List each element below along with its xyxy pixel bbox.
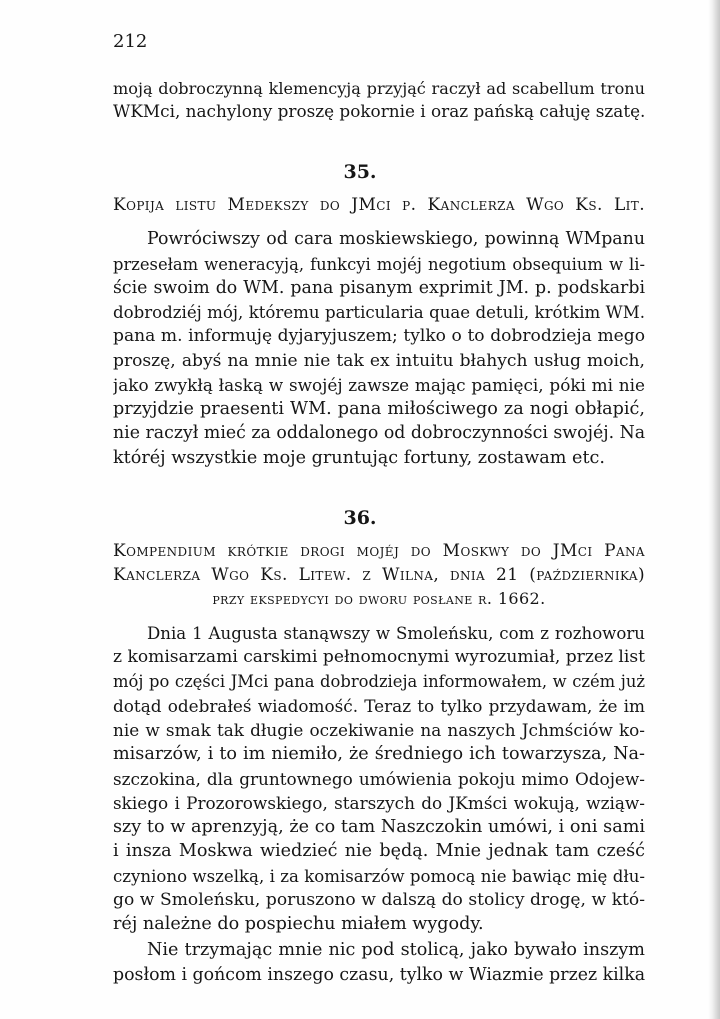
text-line: przyjdzie praesenti WM. pana miłościwego za nogi obłapić, (113, 399, 645, 419)
text-line: Dnia 1 Augusta stanąwszy w Smoleńsku, com z rozhoworu (147, 624, 645, 643)
text-line: któréj wszystkie moje gruntując fortuny, zostawam etc. (113, 448, 605, 468)
text-line: mój po części JMci pana dobrodzieja informowałem, w czém już (113, 672, 645, 691)
text-line: nie w smak tak długie oczekiwanie na naszych Jchmściów ko- (113, 720, 645, 740)
text-line: nie raczył mieć za oddalonego od dobroczynności swojéj. Na (113, 423, 645, 443)
text-line: misarzów, i to im niemiło, że średniego ich towarzysza, Na- (113, 744, 645, 764)
text-line: proszę, abyś na mnie nie tak ex intuitu błahych usług moich, (113, 351, 645, 371)
text-line: przesełam weneracyją, funkcyi mojéj negotium obsequium w li- (113, 255, 645, 274)
text-line: dotąd odebrałeś wiadomość. Teraz to tylko przydawam, że im (113, 696, 645, 716)
text-line: WKMci, nachylony proszę pokornie i oraz pańską całuję szatę. (113, 101, 645, 121)
text-line: Nie trzymając mnie nic pod stolicą, jako bywało inszym (147, 940, 645, 960)
text-line: dobrodziéj mój, któremu particularia quae detuli, krótkim WM. (113, 303, 645, 322)
section-heading-line: Kanclerza Wgo Ks. Litew. z Wilna, dnia 21 (października) (113, 565, 645, 585)
text-line: szczokina, dla gruntownego umówienia pokoju mimo Odojew- (113, 769, 645, 789)
text-line: skiego i Prozorowskiego, starszych do JKmści wokują, wziąw- (113, 793, 645, 813)
text-line: czyniono wszelką, i za komisarzów pomocą nie bawiąc mię dłu- (113, 867, 645, 886)
section-heading-line: Kompendium krótkie drogi mojéj do Moskwy do JMci Pana (113, 541, 645, 561)
text-line: posłom i gońcom inszego czasu, tylko w Wiazmie przez kilka (113, 965, 645, 985)
text-line: jako zwykłą łaską w swojéj zawsze mając pamięci, póki mi nie (113, 375, 645, 395)
section-heading: Kopija listu Medekszy do JMci p. Kanclerza Wgo Ks. Lit. (113, 195, 645, 215)
text-line: i insza Moskwa wiedzieć nie będą. Mnie jednak tam cześć (113, 841, 645, 861)
text-line: moją dobroczynną klemencyją przyjąć raczył ad scabellum tronu (113, 79, 645, 98)
text-line: réj należne do pospiechu miałem wygody. (113, 914, 484, 934)
text-line: z komisarzami carskimi pełnomocnymi wyrozumiał, przez list (113, 647, 645, 667)
section-number: 36. (343, 507, 377, 529)
text-line: pana m. informuję dyjaryjuszem; tylko o to dobrodzieja mego (113, 326, 645, 346)
text-line: szy to w aprenzyją, że co tam Naszczokin umówi, i oni sami (113, 817, 645, 837)
section-heading-line: przy ekspedycyi do dworu posłane r. 1662. (212, 589, 546, 608)
text-line: go w Smoleńsku, poruszono w dalszą do stolicy drogę, w któ- (113, 890, 645, 910)
section-number: 35. (343, 161, 377, 183)
page-number: 212 (113, 31, 148, 52)
text-line: Powróciwszy od cara moskiewskiego, powinną WMpanu (147, 229, 645, 249)
text-line: ście swoim do WM. pana pisanym exprimit JM. p. podskarbi (113, 278, 645, 298)
